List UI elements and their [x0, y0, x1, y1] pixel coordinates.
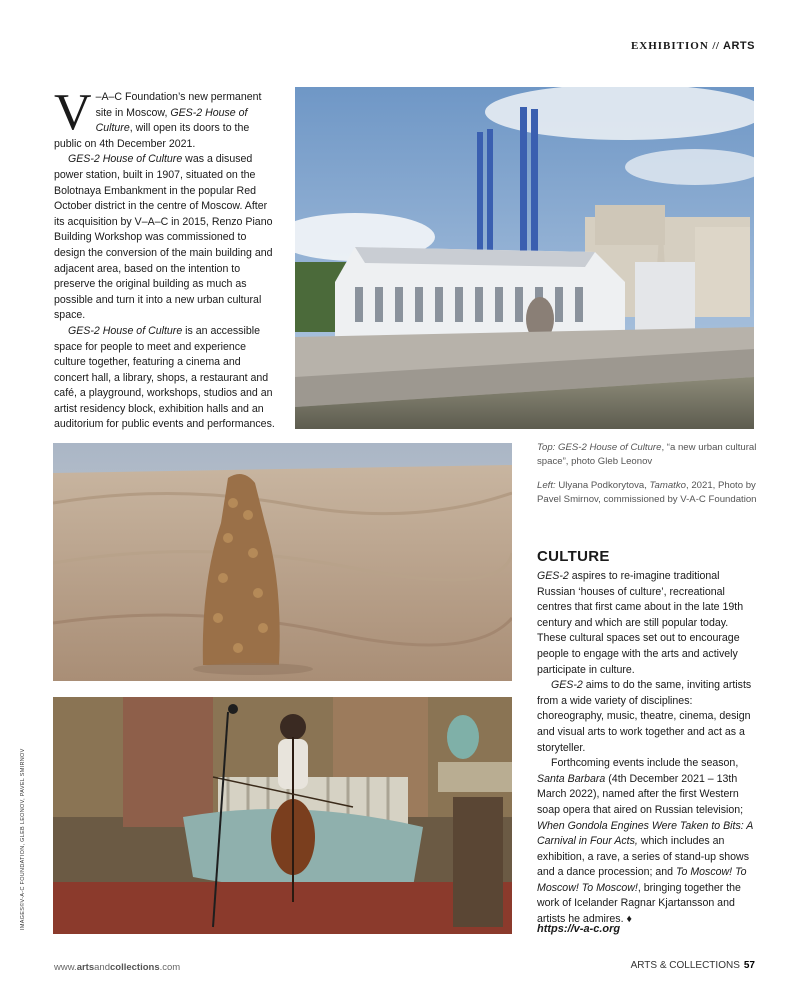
culture-p3-title1: Santa Barbara: [537, 772, 606, 785]
culture-p3-title3: To Moscow! To Moscow! To Moscow!: [537, 866, 747, 894]
culture-paragraph-1: [537, 569, 759, 678]
intro-text: [54, 84, 276, 433]
culture-p3-c: which includes an exhibition, a rave, a series of stand-up shows and a dance procession; and: [537, 835, 749, 879]
ges2-building-photo: [295, 87, 754, 429]
caption-left-title: Tamatko: [649, 480, 686, 491]
footer-site-collections: collections: [110, 962, 160, 973]
section-header: [631, 40, 755, 52]
culture-section: [537, 548, 759, 928]
intro-paragraph-1: [54, 84, 276, 152]
image-credit: IMAGES©V-A-C FOUNDATION, GLEB LEONOV, PAVEL SMIRNOV: [20, 748, 26, 930]
header-separator: //: [712, 40, 720, 52]
intro-paragraph-3: [54, 324, 276, 433]
culture-p2-text: aims to do the same, inviting artists from a wide variety of disciplines: choreography, music, theatre, cinema, design and visual arts to work together and act as a storyteller.: [537, 679, 752, 754]
culture-paragraph-3: [537, 756, 759, 928]
caption-left-text: , 2021, Photo by Pavel Smirnov, commissioned by V-A-C Foundation: [537, 480, 757, 505]
culture-p1-text: aspires to re-imagine traditional Russian ‘houses of culture’, recreational centres that first came about in the late 19th century and which are still popular today. These cultural spaces set out to encourage people to engage with the arts and actively participate in culture.: [537, 570, 744, 676]
tamatko-desert-photo: [53, 443, 512, 681]
caption-top-title: GES-2 House of Culture: [557, 442, 662, 453]
photo-captions: [537, 441, 757, 517]
intro-p1-tail: , will open its doors to the public on 4th December 2021.: [54, 122, 250, 150]
culture-heading: CULTURE: [537, 548, 610, 565]
intro-p1-lead: –A–C Foundation’s new permanent site in Moscow,: [95, 91, 262, 119]
magazine-name: ARTS & COLLECTIONS: [630, 960, 740, 971]
intro-p3-title: GES-2 House of Culture: [68, 324, 183, 337]
footer-magazine: [631, 960, 755, 971]
intro-p1-title: GES-2 House of Culture: [95, 106, 248, 135]
culture-p3-d: , bringing together the work of Icelander Ragnar Kjartansson and artists he admires. ♦: [537, 881, 741, 926]
culture-paragraph-2: [537, 678, 759, 756]
cellist-performance-photo: [53, 697, 512, 934]
caption-left-label: Left:: [537, 480, 559, 491]
culture-p2-title: GES-2: [551, 679, 583, 692]
caption-top: [537, 441, 757, 469]
caption-left: [537, 479, 757, 507]
section-label: EXHIBITION: [630, 40, 709, 52]
footer-site-suffix: .com: [159, 962, 181, 973]
culture-p3-b: (4th December 2021 – 13th March 2022), named after the first Western soap opera that aired on Russian television;: [537, 772, 744, 816]
page-number: 57: [743, 960, 755, 971]
category-label: ARTS: [723, 40, 755, 52]
footer-site-arts: arts: [76, 962, 95, 973]
caption-left-artist: Ulyana Podkorytova,: [558, 480, 650, 491]
footer-site-prefix: www.: [54, 962, 77, 973]
intro-p3-text: is an accessible space for people to meet and experience culture together, featuring a cinema and concert hall, a library, shops, a restaurant and café, a playground, workshops, studios and an artist residency block, exhibition halls and an auditorium for public events and performances.: [54, 324, 275, 431]
culture-p1-title: GES-2: [537, 570, 569, 582]
intro-p2-title: GES-2 House of Culture: [68, 153, 183, 166]
drop-cap: V: [54, 84, 92, 141]
intro-paragraph-2: [54, 152, 276, 324]
culture-p3-title2: When Gondola Engines Were Taken to Bits: A Carnival in Four Acts,: [537, 819, 753, 848]
intro-p2-text: was a disused power station, built in 1907, situated on the Bolotnaya Embankment in the popular Red October district in the centre of Moscow. After its acquisition by V–A–C in 2015, Renzo Piano Building Workshop was commissioned to design the conversion of the main building and adjacent area, based on the intention to preserve the original building as much as possible and turn it into a new urban cultural space.: [54, 153, 273, 322]
caption-top-text: , “a new urban cultural space”, photo Gleb Leonov: [537, 442, 757, 467]
footer-site-and: and: [94, 962, 110, 973]
caption-top-label: Top:: [537, 442, 558, 453]
footer-website[interactable]: [54, 962, 180, 973]
website-link[interactable]: https://v-a-c.org: [537, 923, 621, 935]
culture-p3-a: Forthcoming events include the season,: [551, 757, 739, 770]
